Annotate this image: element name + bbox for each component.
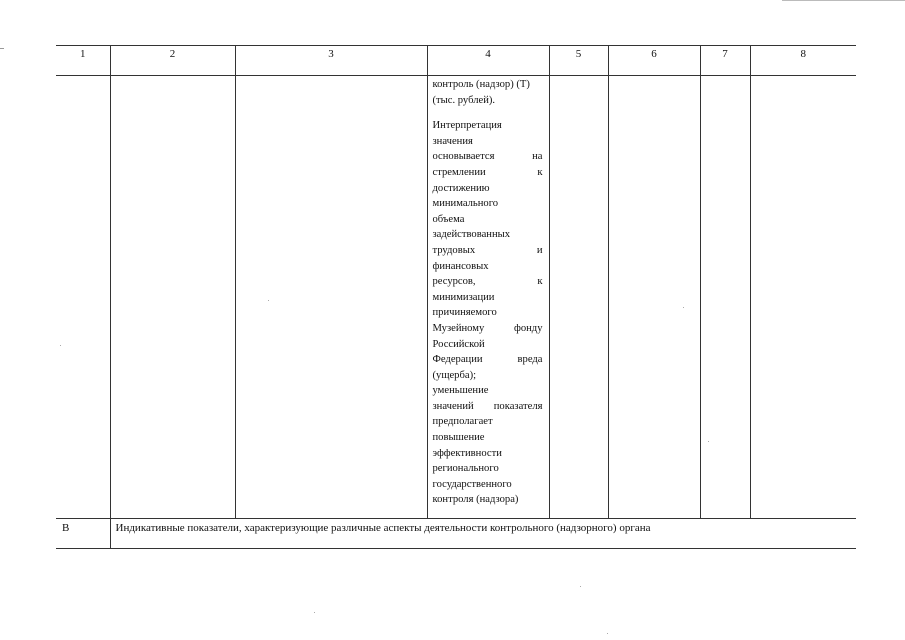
cell-col-7	[700, 76, 750, 519]
cell-col-8	[750, 76, 856, 519]
column-header-8: 8	[750, 46, 856, 76]
scan-speck	[580, 586, 581, 587]
cell-col-3	[235, 76, 427, 519]
desc-line: минимального	[432, 198, 499, 210]
indicator-table	[56, 45, 856, 549]
scan-speck	[60, 345, 61, 346]
desc-line: эффективности	[432, 447, 502, 459]
cell-col-1	[56, 76, 110, 519]
desc-line: предполагает	[432, 416, 493, 428]
desc-line: задействованных	[432, 229, 511, 241]
desc-line: (ущерба);	[432, 369, 477, 381]
cell-col-2	[110, 76, 235, 519]
desc-line: регионального	[432, 463, 499, 475]
desc-line: Федерации вреда	[432, 354, 543, 366]
desc-line: повышение	[432, 432, 485, 444]
cell-col-5	[549, 76, 608, 519]
desc-line: контроль (надзор) (Т)	[432, 79, 530, 90]
desc-line: трудовых и	[432, 244, 543, 256]
desc-line: минимизации	[432, 291, 495, 303]
column-header-4: 4	[427, 46, 549, 76]
desc-line: контроля (надзора)	[432, 494, 519, 506]
cell-col-6	[608, 76, 700, 519]
desc-line: стремлении к	[432, 166, 543, 178]
desc-line: ресурсов, к	[432, 276, 543, 288]
desc-line: значения	[432, 135, 473, 147]
scan-speck	[683, 307, 684, 308]
desc-line: Музейному фонду	[432, 322, 543, 334]
scan-speck	[607, 633, 608, 634]
column-header-1: 1	[56, 46, 110, 76]
cell-col-4	[427, 76, 549, 519]
desc-line: объема	[432, 213, 465, 225]
indicator-description	[428, 76, 549, 508]
section-title: Индикативные показатели, характеризующие различные аспекты деятельности контрольного (надзорного) органа	[110, 519, 856, 549]
desc-line: финансовых	[432, 260, 489, 272]
scan-speck	[314, 612, 315, 613]
desc-line: причиняемого	[432, 307, 497, 319]
desc-line: Российской	[432, 338, 485, 350]
table-row	[56, 76, 856, 519]
scan-edge-line	[782, 0, 905, 1]
column-header-3: 3	[235, 46, 427, 76]
desc-line: основывается на	[432, 151, 543, 163]
column-header-5: 5	[549, 46, 608, 76]
column-header-2: 2	[110, 46, 235, 76]
scan-mark	[0, 48, 4, 49]
desc-line: (тыс. рублей).	[432, 94, 496, 106]
column-header-6: 6	[608, 46, 700, 76]
column-header-7: 7	[700, 46, 750, 76]
scan-speck	[268, 300, 269, 301]
desc-line: значений показателя	[432, 400, 543, 412]
desc-line: Интерпретация	[432, 120, 502, 132]
section-letter: В	[56, 519, 110, 549]
section-row	[56, 519, 856, 549]
desc-line: государственного	[432, 478, 512, 490]
desc-line: достижению	[432, 182, 490, 194]
scan-speck	[708, 441, 709, 442]
desc-line: уменьшение	[432, 385, 489, 397]
column-number-row	[56, 46, 856, 76]
